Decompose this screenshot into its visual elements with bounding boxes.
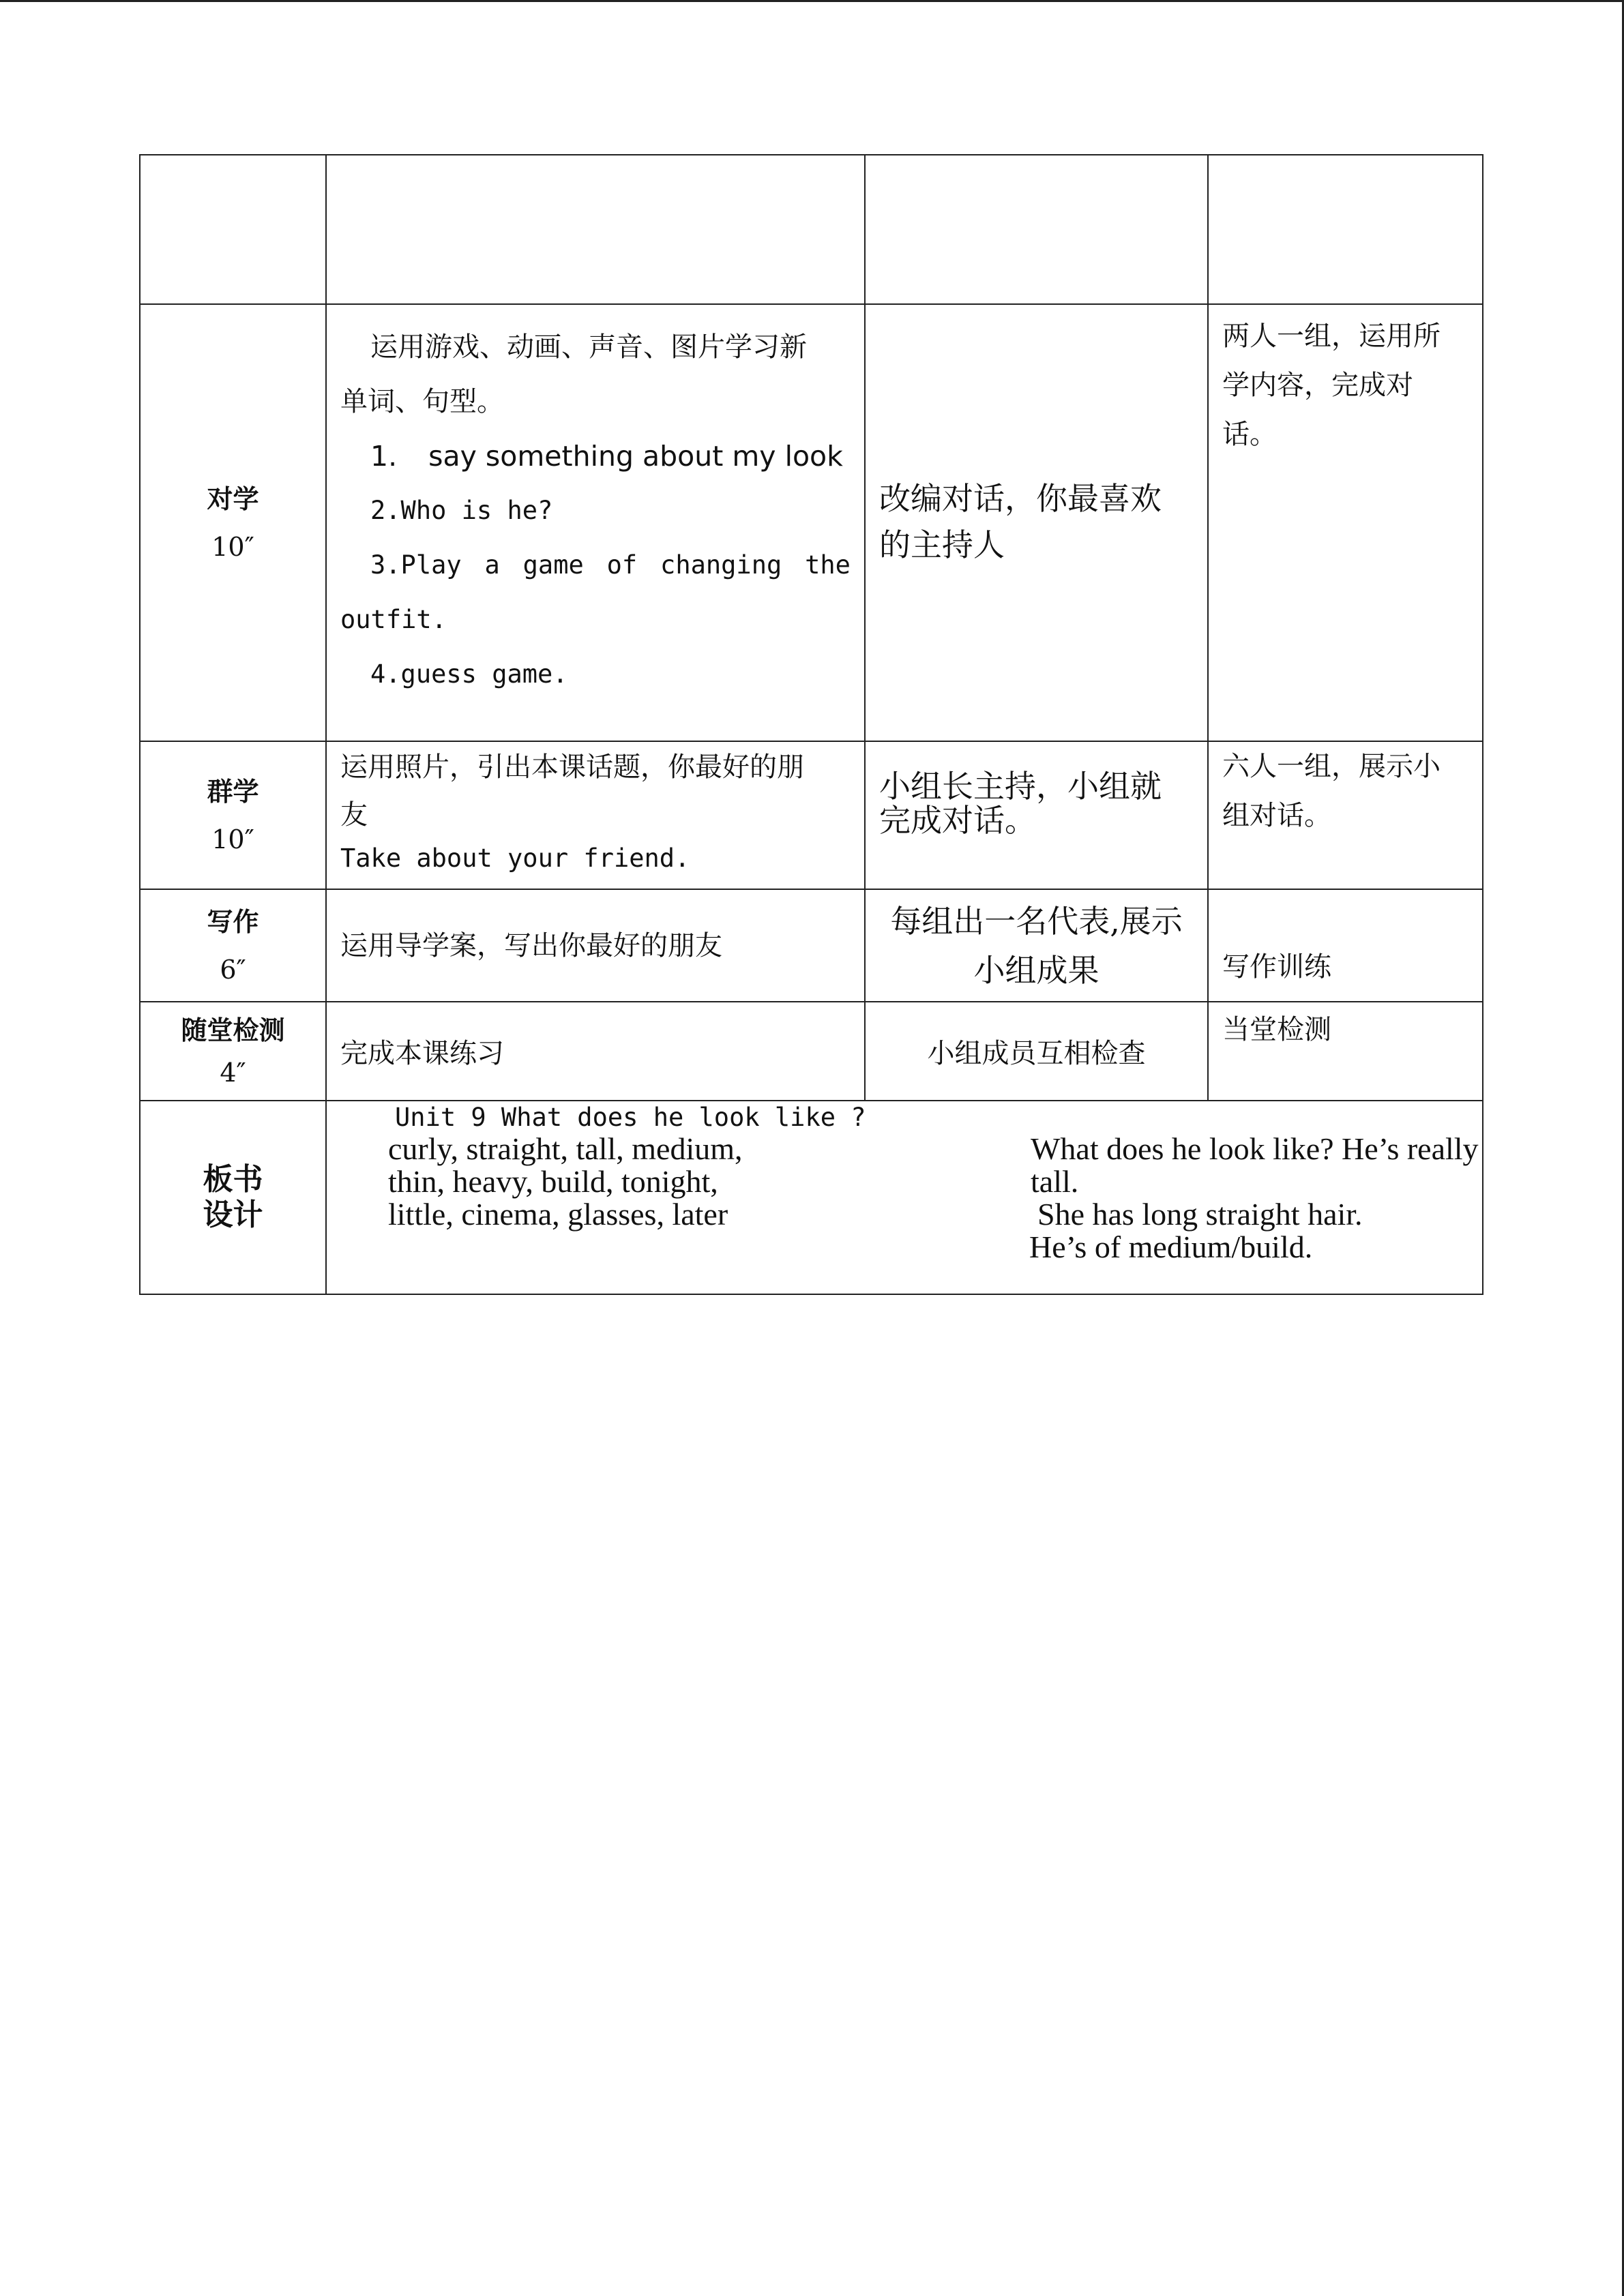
- student-line: 两人一组，运用所: [1222, 320, 1441, 352]
- student-line: 话。: [1222, 419, 1277, 450]
- activity-item: 2.Who is he?: [370, 496, 553, 525]
- student-line: 写作训练: [1222, 951, 1331, 983]
- step-minutes: 6″: [220, 954, 246, 985]
- step-name: 对学: [207, 483, 259, 514]
- teacher-line: 小组成员互相检查: [927, 1037, 1146, 1069]
- step-minutes: 4″: [220, 1057, 246, 1088]
- activity-line: Take about your friend.: [340, 844, 690, 873]
- teacher-cell: [865, 889, 1208, 1002]
- empty-cell: [140, 155, 326, 304]
- activity-cell: [326, 889, 865, 1002]
- teacher-line: 完成对话。: [879, 802, 1036, 839]
- table-row-quiz: [140, 1002, 1483, 1101]
- step-name: 写作: [207, 906, 259, 937]
- teacher-line: 改编对话，你最喜欢: [879, 480, 1162, 517]
- student-cell: [1208, 741, 1483, 889]
- student-line: 组对话。: [1222, 800, 1331, 831]
- teacher-line: 小组长主持，小组就: [879, 768, 1162, 805]
- activity-line: 完成本课练习: [340, 1037, 504, 1069]
- board-vocab-list: [388, 1133, 743, 1231]
- activity-line: 单词、句型。: [340, 386, 504, 417]
- empty-cell: [326, 155, 865, 304]
- activity-cell: [326, 741, 865, 889]
- step-cell: [140, 741, 326, 889]
- table-row-empty: [140, 155, 1483, 304]
- board-sentence-line: She has long straight hair.: [1037, 1197, 1363, 1232]
- table-row-group-study: [140, 741, 1483, 889]
- activity-item: [340, 429, 851, 483]
- activity-line: 运用导学案，写出你最好的朋友: [340, 929, 722, 961]
- teacher-line: 小组成果: [973, 951, 1099, 989]
- board-vocab-line: little, cinema, glasses, later: [388, 1197, 728, 1232]
- item-text: say something about my look: [428, 440, 843, 473]
- student-line: 当堂检测: [1222, 1014, 1331, 1045]
- student-line: 六人一组，展示小: [1222, 751, 1441, 782]
- activity-item: 4.guess game.: [370, 659, 568, 689]
- board-vocab-line: thin, heavy, build, tonight,: [388, 1164, 718, 1199]
- student-cell: [1208, 304, 1483, 741]
- board-sentence-line: What does he look like? He’s really tall.: [1031, 1131, 1479, 1199]
- empty-cell: [1208, 155, 1483, 304]
- activity-item: 3.Play a game of changing the: [370, 550, 851, 580]
- activity-line: 友: [340, 799, 368, 831]
- board-design-cell: [326, 1101, 1483, 1294]
- step-name: 群学: [207, 776, 259, 807]
- step-cell: [140, 1002, 326, 1101]
- page-top-border: [0, 0, 1624, 2]
- board-title: Unit 9 What does he look like ?: [395, 1103, 866, 1132]
- activity-line: 运用照片，引出本课话题，你最好的朋: [340, 751, 804, 783]
- step-cell: [140, 889, 326, 1002]
- step-name-line: 板书: [203, 1162, 263, 1197]
- step-name-line: 设计: [203, 1197, 263, 1232]
- step-cell: [140, 1101, 326, 1294]
- step-minutes: 10″: [211, 531, 254, 562]
- board-sentence-list: [1031, 1133, 1482, 1264]
- step-minutes: 10″: [211, 824, 254, 854]
- teacher-cell: [865, 304, 1208, 741]
- student-line: 学内容，完成对: [1222, 370, 1413, 401]
- board-vocab-line: curly, straight, tall, medium,: [388, 1131, 743, 1166]
- student-cell: [1208, 889, 1483, 1002]
- table-row-board-design: [140, 1101, 1483, 1294]
- table-row-pair-study: [140, 304, 1483, 741]
- table-row-writing: [140, 889, 1483, 1002]
- activity-line: 运用游戏、动画、声音、图片学习新: [370, 331, 807, 363]
- board-sentence-line: He’s of medium/build.: [1029, 1229, 1313, 1264]
- item-number: 1.: [370, 440, 398, 473]
- teacher-line: 的主持人: [879, 526, 1005, 563]
- step-name: 随堂检测: [181, 1015, 285, 1045]
- activity-item-continued: outfit.: [340, 605, 447, 634]
- teacher-cell: [865, 741, 1208, 889]
- step-cell: [140, 304, 326, 741]
- empty-cell: [865, 155, 1208, 304]
- teacher-line: 每组出一名代表,展示: [890, 902, 1183, 940]
- activity-cell: [326, 1002, 865, 1101]
- student-cell: [1208, 1002, 1483, 1101]
- lesson-plan-table: [139, 154, 1483, 1295]
- teacher-cell: [865, 1002, 1208, 1101]
- activity-cell: [326, 304, 865, 741]
